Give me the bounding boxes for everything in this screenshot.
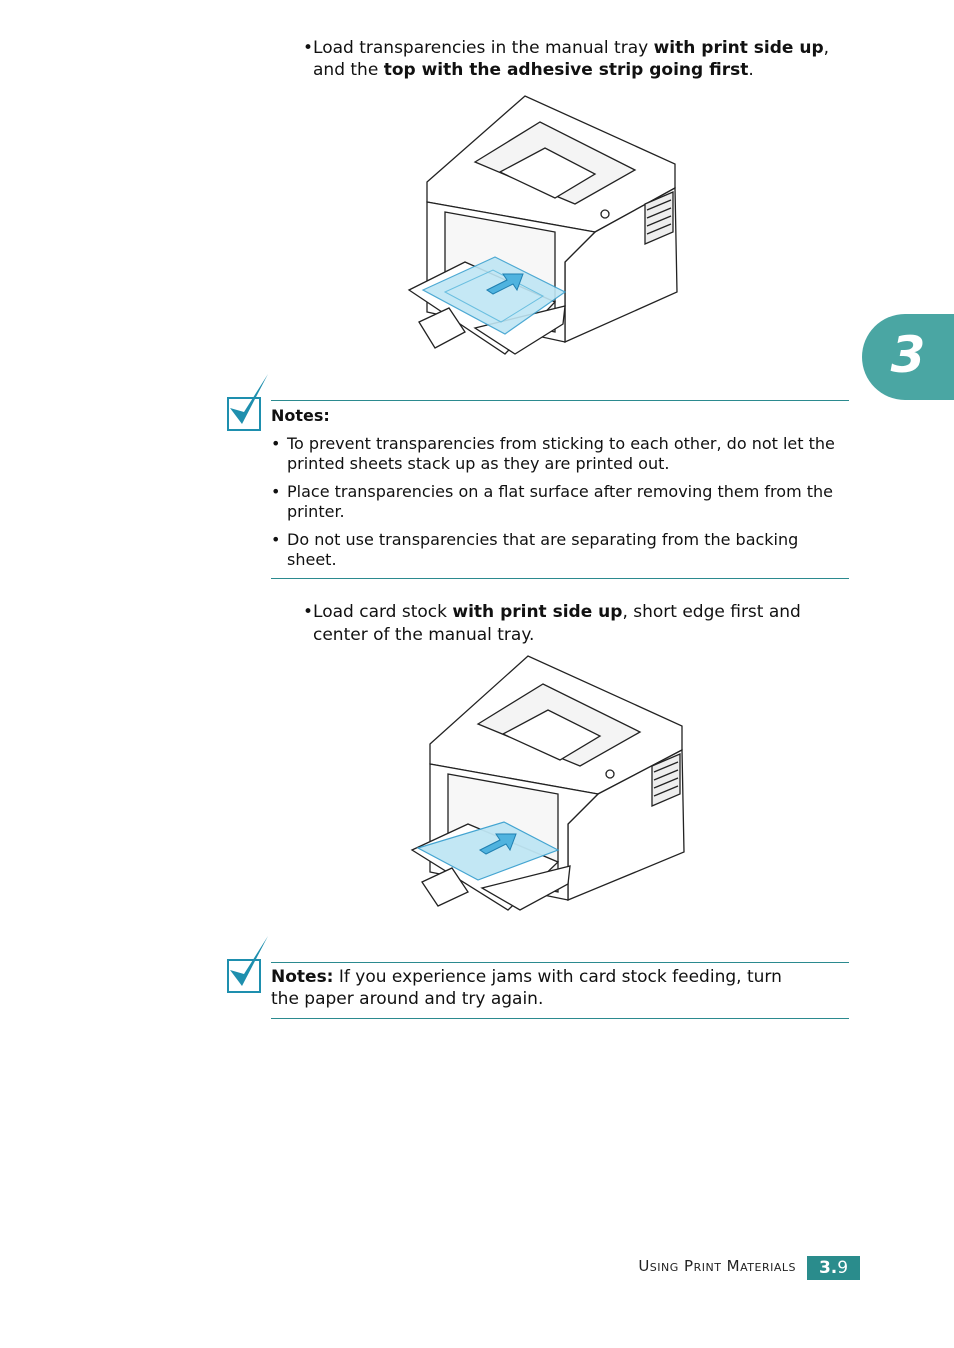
text: , short edge first and: [622, 602, 801, 622]
notes1-item-text: To prevent transparencies from sticking to each other, do not let the printed sheets stack up as they are printed out.: [287, 434, 835, 473]
notes2-box: [271, 966, 849, 1010]
chapter-number: 3: [890, 326, 926, 384]
notes2-line1: [271, 966, 849, 988]
printer-illustration-transparency: [405, 92, 685, 362]
emphasis-text: top with the adhesive strip going first: [383, 60, 749, 80]
notes1-bottom-rule: [271, 578, 849, 579]
checkmark-note-icon: [222, 372, 272, 434]
notes1-item-text: Place transparencies on a flat surface after removing them from the printer.: [287, 482, 833, 521]
text: Load transparencies in the manual tray: [313, 38, 654, 58]
footer-section-title: Using Print Materials: [638, 1257, 796, 1275]
emphasis-text: with print side up: [452, 602, 623, 622]
text: and the: [313, 60, 384, 80]
notes1-item-text: Do not use transparencies that are separating from the backing sheet.: [287, 530, 799, 569]
page-number: [807, 1256, 860, 1280]
notes1-title: Notes:: [271, 406, 330, 425]
notes1-item: • Place transparencies on a flat surface after removing them from the printer.: [271, 482, 833, 521]
text: center of the manual tray.: [313, 625, 535, 645]
text: Load card stock: [313, 602, 453, 622]
notes2-bottom-rule: [271, 1018, 849, 1019]
page-chapter: 3.: [818, 1258, 838, 1278]
cardstock-instruction-line2: [303, 624, 863, 647]
cardstock-instruction-line1: [303, 601, 863, 624]
notes1-top-rule: [271, 400, 849, 401]
notes2-text: the paper around and try again.: [271, 989, 544, 1009]
page-index: 9: [837, 1258, 849, 1278]
transparency-instruction-line1: [303, 37, 863, 59]
cardstock-instruction: [303, 601, 863, 647]
transparency-instruction-line2: [303, 59, 863, 81]
checkmark-note-icon: [222, 934, 272, 996]
text: .: [748, 60, 754, 80]
bullet: •: [303, 38, 314, 58]
bullet: •: [303, 602, 314, 622]
emphasis-text: with print side up: [653, 38, 824, 58]
notes2-line2: [271, 988, 849, 1010]
notes2-top-rule: [271, 962, 849, 963]
notes2-title: Notes:: [271, 967, 334, 987]
notes1-item: • Do not use transparencies that are separating from the backing sheet.: [271, 530, 799, 569]
transparency-instruction: [303, 37, 863, 81]
notes2-text: If you experience jams with card stock feeding, turn: [333, 967, 782, 987]
notes1-box: [271, 406, 846, 578]
printer-illustration-cardstock: [408, 652, 688, 914]
text: ,: [823, 38, 830, 58]
notes1-item: • To prevent transparencies from sticking to each other, do not let the printed sheets stack up as they are printed out.: [271, 434, 835, 473]
